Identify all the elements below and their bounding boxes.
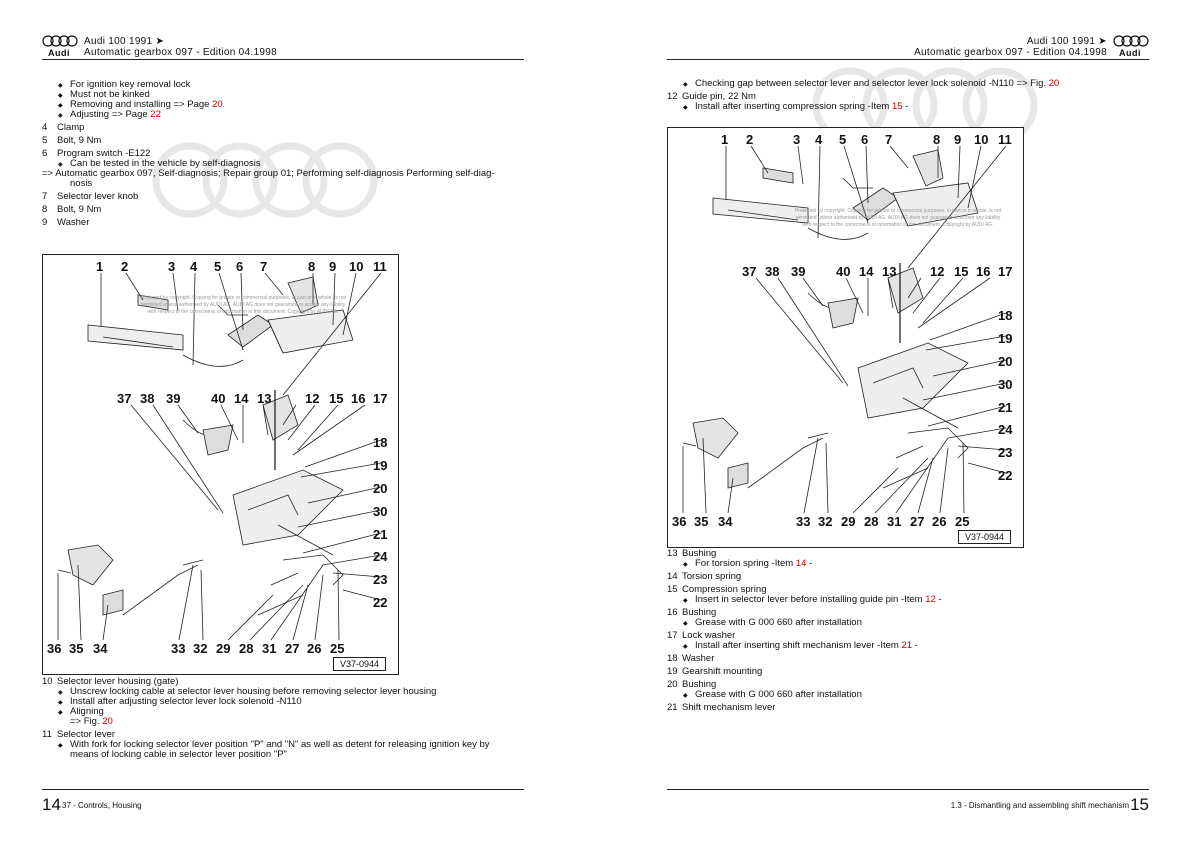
part-callout-label: 15 (329, 391, 344, 406)
part-callout-label: 26 (932, 514, 947, 529)
header-rule (42, 59, 524, 60)
part-callout-label: 26 (307, 641, 322, 656)
item-heading (667, 572, 741, 582)
part-callout-label: 19 (998, 331, 1013, 346)
page-number: 14 (42, 795, 61, 814)
item-number: 8 (42, 204, 48, 215)
item-text: Install after adjusting selector lever lock solenoid -N110 (70, 696, 302, 707)
part-callout-label: 38 (765, 264, 780, 279)
part-callout-label: 24 (373, 549, 388, 564)
item-text: For ignition key removal lock (70, 79, 191, 90)
item-text: Bolt, 9 Nm (57, 135, 102, 146)
item-text: Torsion spring (682, 571, 742, 582)
footer-section: 1.3 - Dismantling and assembling shift mechanism (950, 801, 1129, 810)
part-callout-label: 30 (998, 377, 1013, 392)
part-callout-label: 33 (796, 514, 811, 529)
item-number: 18 (667, 653, 678, 664)
cross-reference-link[interactable]: 20 (212, 99, 223, 110)
part-callout-label: 7 (885, 132, 893, 147)
cross-reference-link[interactable]: 12 (925, 594, 936, 605)
item-heading (667, 703, 775, 713)
part-callout-label: 21 (998, 400, 1013, 415)
item-text (42, 169, 495, 179)
item-text: => Automatic gearbox 097, Self-diagnosis; Repair group 01; Performing self-diagnosis Performing self-diag- (42, 168, 495, 179)
part-callout-label: 28 (239, 641, 254, 656)
part-callout-label: 39 (791, 264, 806, 279)
audi-rings-logo (1113, 35, 1149, 47)
footer-rule (42, 789, 524, 790)
item-text: Install after inserting compression spring -Item (695, 101, 892, 112)
part-callout-label: 33 (171, 641, 186, 656)
part-callout-label: 20 (373, 481, 388, 496)
item-text: Must not be kinked (70, 89, 150, 100)
footer-rule (667, 789, 1149, 790)
item-bullet (695, 618, 862, 628)
part-callout-label: 15 (954, 264, 969, 279)
item-text (70, 179, 92, 189)
item-text: Bushing (682, 679, 717, 690)
item-text: Selector lever housing (gate) (57, 676, 179, 687)
part-callout-label: 35 (69, 641, 84, 656)
item-number: 15 (667, 584, 678, 595)
item-text: Clamp (57, 122, 85, 133)
item-suffix: - (935, 594, 942, 605)
part-callout-label: 23 (998, 445, 1013, 460)
item-text: Shift mechanism lever (682, 702, 776, 713)
part-callout-label: 2 (121, 259, 129, 274)
item-text: Can be tested in the vehicle by self-diagnosis (70, 158, 261, 169)
part-callout-label: 29 (216, 641, 231, 656)
part-callout-label: 14 (234, 391, 249, 406)
item-text: Program switch -E122 (57, 148, 151, 159)
part-callout-label: 28 (864, 514, 879, 529)
part-callout-label: 4 (815, 132, 823, 147)
item-text: Selector lever knob (57, 191, 139, 202)
part-callout-label: 24 (998, 422, 1013, 437)
item-text: Gearshift mounting (682, 666, 763, 677)
item-text: With fork for locking selector lever position "P" and "N" as well as detent for releasing ignition key by (70, 739, 490, 750)
diagram-drawing (668, 128, 1023, 547)
item-suffix: - (902, 101, 909, 112)
part-callout-label: 16 (976, 264, 991, 279)
part-callout-label: 22 (373, 595, 388, 610)
figure-code: V37-0944 (958, 530, 1011, 544)
exploded-diagram (667, 127, 1024, 548)
part-callout-label: 5 (839, 132, 847, 147)
item-text: Washer (57, 217, 90, 228)
part-callout-label: 17 (373, 391, 388, 406)
part-callout-label: 1 (721, 132, 729, 147)
part-callout-label: 3 (168, 259, 176, 274)
part-callout-label: 8 (933, 132, 941, 147)
item-text: Adjusting => Page (70, 109, 151, 120)
item-text: => Fig. (70, 716, 103, 727)
part-callout-label: 39 (166, 391, 181, 406)
item-text: Insert in selector lever before installing guide pin -Item (695, 594, 926, 605)
part-callout-label: 10 (349, 259, 364, 274)
item-text: means of locking cable in selector lever position "P" (70, 749, 287, 760)
item-heading (667, 667, 762, 677)
part-callout-label: 40 (211, 391, 226, 406)
item-heading (667, 654, 714, 664)
part-callout-label: 34 (718, 514, 733, 529)
item-heading (42, 192, 138, 202)
item-number: 4 (42, 122, 48, 133)
part-callout-label: 32 (193, 641, 208, 656)
cross-reference-link[interactable]: 20 (102, 716, 113, 727)
item-heading (42, 218, 89, 228)
part-callout-label: 1 (96, 259, 104, 274)
item-number: 6 (42, 148, 48, 159)
item-text: Grease with G 000 660 after installation (695, 689, 862, 700)
part-callout-label: 36 (672, 514, 687, 529)
figure-code: V37-0944 (333, 657, 386, 671)
item-text: Selector lever (57, 729, 116, 740)
item-suffix: - (912, 640, 918, 651)
item-number: 19 (667, 666, 678, 677)
part-callout-label: 31 (262, 641, 277, 656)
part-callout-label: 13 (882, 264, 897, 279)
item-number: 5 (42, 135, 48, 146)
part-callout-label: 27 (285, 641, 300, 656)
item-number: 12 (667, 91, 678, 102)
part-callout-label: 25 (955, 514, 970, 529)
part-callout-label: 8 (308, 259, 316, 274)
item-text: Install after inserting shift mechanism lever -Item (695, 640, 902, 651)
part-callout-label: 12 (305, 391, 320, 406)
part-callout-label: 18 (998, 308, 1013, 323)
item-text: Guide pin, 22 Nm (682, 91, 756, 102)
part-callout-label: 21 (373, 527, 388, 542)
item-number: 21 (667, 702, 678, 713)
page-number: 15 (1130, 795, 1149, 814)
item-number: 11 (42, 729, 52, 740)
part-callout-label: 5 (214, 259, 222, 274)
item-bullet (695, 559, 812, 569)
part-callout-label: 18 (373, 435, 388, 450)
header-edition: Automatic gearbox 097 - Edition 04.1998 (914, 47, 1107, 58)
item-number: 9 (42, 217, 48, 228)
item-heading (42, 136, 101, 146)
part-callout-label: 4 (190, 259, 198, 274)
part-callout-label: 37 (742, 264, 757, 279)
cross-reference-link[interactable]: 22 (150, 109, 161, 120)
item-text: Unscrew locking cable at selector lever housing before removing selector lever housing (70, 686, 437, 697)
header-model: Audi 100 1991 ➤ (84, 36, 165, 47)
item-heading (42, 123, 84, 133)
part-callout-label: 40 (836, 264, 851, 279)
part-callout-label: 20 (998, 354, 1013, 369)
part-callout-label: 31 (887, 514, 902, 529)
part-callout-label: 27 (910, 514, 925, 529)
part-callout-label: 11 (373, 259, 387, 274)
part-callout-label: 7 (260, 259, 268, 274)
item-bullet (695, 79, 1059, 89)
part-callout-label: 11 (998, 132, 1012, 147)
watermark-rings-icon (150, 135, 380, 225)
part-callout-label: 14 (859, 264, 874, 279)
part-callout-label: 34 (93, 641, 108, 656)
part-callout-label: 16 (351, 391, 366, 406)
figure-watermark: Protected by copyright. Copying for private or commercial purposes, in part or in whole, is not permitted unless authorised by AUDI AG. AUDI AG does not guarantee or accept any liability with respect to the correctness of information in this document. Copyright by AUDI AG. (139, 295, 347, 315)
header-edition: Automatic gearbox 097 - Edition 04.1998 (84, 47, 277, 58)
part-callout-label: 9 (329, 259, 337, 274)
cross-reference-link[interactable]: 20 (1048, 78, 1060, 89)
header-model: Audi 100 1991 ➤ (1026, 36, 1107, 47)
item-bullet (695, 690, 862, 700)
item-number: 7 (42, 191, 48, 202)
part-callout-label: 32 (818, 514, 833, 529)
item-text: Lock washer (682, 630, 736, 641)
part-callout-label: 29 (841, 514, 856, 529)
part-callout-label: 38 (140, 391, 155, 406)
figure-watermark: Protected by copyright. Copying for private or commercial purposes, in part or in whole, is not permitted unless authorised by AUDI AG. AUDI AG does not guarantee or accept any liability with respect to the correctness of information in this document. Copyright by AUDI AG. (794, 208, 1002, 228)
part-callout-label: 12 (930, 264, 945, 279)
cross-reference-link[interactable]: 21 (901, 640, 913, 651)
item-bullet (695, 102, 908, 112)
item-number: 17 (667, 630, 678, 641)
part-callout-label: 6 (861, 132, 869, 147)
exploded-diagram (42, 254, 399, 675)
cross-reference-link[interactable]: 15 (891, 101, 903, 112)
item-text: Compression spring (682, 584, 767, 595)
part-callout-label: 19 (373, 458, 388, 473)
audi-logo-text: Audi (1119, 48, 1141, 58)
item-suffix: - (806, 558, 813, 569)
part-callout-label: 10 (974, 132, 989, 147)
part-callout-label: 23 (373, 572, 388, 587)
item-bullet (695, 641, 918, 651)
item-text: Checking gap between selector lever and selector lever lock solenoid -N110 => Fig. (695, 78, 1049, 89)
part-callout-label: 13 (257, 391, 272, 406)
item-text: Bushing (682, 607, 717, 618)
item-number: 10 (42, 676, 53, 687)
part-callout-label: 3 (793, 132, 801, 147)
item-number: 16 (667, 607, 678, 618)
item-text: Grease with G 000 660 after installation (695, 617, 862, 628)
part-callout-label: 25 (330, 641, 345, 656)
item-text: For torsion spring -Item (695, 558, 796, 569)
part-callout-label: 22 (998, 468, 1013, 483)
audi-logo-text: Audi (48, 48, 70, 58)
part-callout-label: 17 (998, 264, 1013, 279)
item-text: Removing and installing => Page (70, 99, 213, 110)
item-text: Aligning (70, 706, 104, 717)
item-text: Washer (682, 653, 715, 664)
item-text: Bushing (682, 548, 717, 559)
item-text (70, 717, 113, 727)
footer-section: 37 - Controls, Housing (62, 801, 142, 810)
part-callout-label: 35 (694, 514, 709, 529)
item-text (70, 750, 287, 760)
part-callout-label: 9 (954, 132, 962, 147)
part-callout-label: 36 (47, 641, 62, 656)
item-number: 20 (667, 679, 678, 690)
part-callout-label: 2 (746, 132, 754, 147)
part-callout-label: 30 (373, 504, 388, 519)
part-callout-label: 6 (236, 259, 244, 274)
item-heading (42, 205, 101, 215)
item-bullet (70, 697, 302, 707)
item-text: nosis (70, 178, 93, 189)
item-bullet (695, 595, 942, 605)
item-text: Bolt, 9 Nm (57, 204, 102, 215)
audi-rings-logo (42, 35, 78, 47)
item-bullet (70, 110, 161, 120)
diagram-drawing (43, 255, 398, 674)
item-number: 13 (667, 548, 678, 559)
part-callout-label: 37 (117, 391, 132, 406)
item-number: 14 (667, 571, 678, 582)
cross-reference-link[interactable]: 14 (795, 558, 807, 569)
